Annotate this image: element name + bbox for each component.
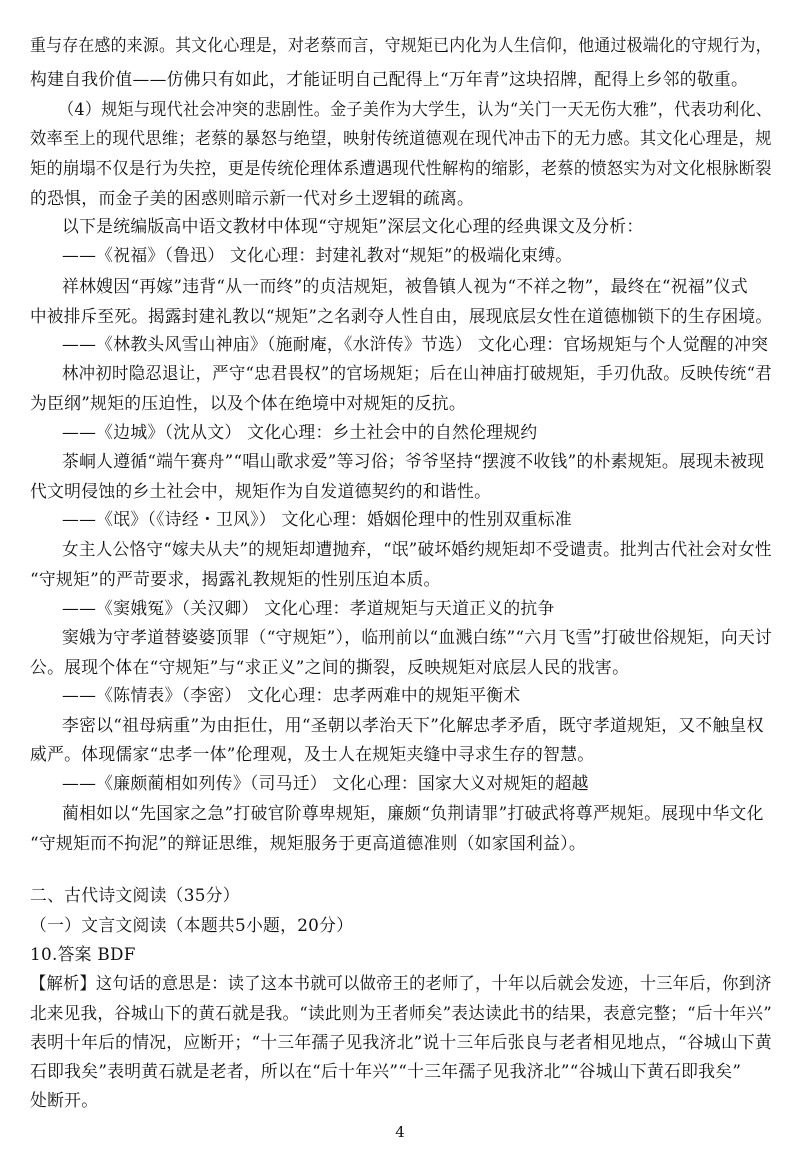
text-line: 重与存在感的来源。其文化心理是，对老蔡而言，守规矩已内化为人生信仰，他通过极端化的守规行为， xyxy=(30,35,772,55)
text-line: 蔺相如以“先国家之急”打破官阶尊卑规矩，廉颇“负荆请罪”打破武将尊严规矩。展现中华文化 xyxy=(62,803,764,823)
text-line: 代文明侵蚀的乡土社会中，规矩作为自发道德契约的和谐性。 xyxy=(30,481,492,501)
text-line: 祥林嫂因“再嫁”违背“从一而终”的贞洁规矩，被鲁镇人视为“不祥之物”，最终在“祝福”仪式 xyxy=(62,276,748,296)
text-line: 的恐惧，而金子美的困惑则暗示新一代对乡土逻辑的疏离。 xyxy=(30,188,475,208)
text-line: 威严。体现儒家“忠孝一体”伦理观，及士人在规矩夹缝中寻求生存的智慧。 xyxy=(30,744,595,764)
text-line: 构建自我价值——仿佛只有如此，才能证明自己配得上“万年青”这块招牌，配得上乡邻的敬重。 xyxy=(30,69,749,89)
text-line: 李密以“祖母病重”为由拒仕，用“圣朝以孝治天下”化解忠孝矛盾，既守孝道规矩，又不触皇权 xyxy=(62,715,764,735)
text-line: 石即我矣”表明黄石就是老者，所以在“后十年兴”“十三年孺子见我济北”“谷城山下黄石即我矣” xyxy=(30,1061,742,1081)
text-line: 处断开。 xyxy=(30,1090,99,1110)
source-heading: ——《祝福》（鲁迅） 文化心理：封建礼教对“规矩”的极端化束缚。 xyxy=(62,245,573,265)
text-line: 中被排斥至死。揭露封建礼教以“规矩”之名剥夺人性自由，展现底层女性在道德枷锁下的生存困境。 xyxy=(30,306,773,326)
text-line: 表明十年后的情况，应断开；“十三年孺子见我济北”说十三年后张良与老者相见地点，“谷城山下黄 xyxy=(30,1032,773,1052)
text-line: 林冲初时隐忍退让，严守“忠君畏权”的官场规矩；后在山神庙打破规矩，手刃仇敌。反映传统“君 xyxy=(62,363,772,383)
text-line: 【解析】这句话的意思是：读了这本书就可以做帝王的老师了，十年以后就会发迹，十三年后，你到济 xyxy=(30,973,772,993)
page-number: 4 xyxy=(395,1123,405,1141)
text-line: 茶峒人遵循“端午赛舟”“唱山歌求爱”等习俗；爷爷坚持“摆渡不收钱”的朴素规矩。展现未被现 xyxy=(62,451,765,471)
text-line: 矩的崩塌不仅是行为失控，更是传统伦理体系遭遇现代性解构的缩影，老蔡的愤怒实为对文化根脉断裂 xyxy=(30,158,772,178)
text-line: 窦娥为守孝道替婆婆顶罪（“守规矩”），临刑前以“血溅白练”“六月飞雪”打破世俗规矩，向天讨 xyxy=(62,627,773,647)
text-line: 为臣纲”规矩的压迫性，以及个体在绝境中对规矩的反抗。 xyxy=(30,393,466,413)
source-heading: ——《林教头风雪山神庙》（施耐庵，《水浒传》节选） 文化心理：官场规矩与个人觉醒的冲突 xyxy=(62,334,769,354)
section-heading: 二、古代诗文阅读（35分） xyxy=(30,885,240,905)
text-line: 效率至上的现代思维；老蔡的暴怒与绝望，映射传统道德观在现代冲击下的无力感。其文化心理是，规 xyxy=(30,128,772,148)
text-line: 北来见我，谷城山下的黄石就是我。“读此则为王者师矣”表达读此书的结果，表意完整；“后十年兴” xyxy=(30,1003,772,1023)
text-line: “守规矩”的严苛要求，揭露礼教规矩的性别压迫本质。 xyxy=(30,569,441,589)
text-line: “守规矩而不拘泥”的辩证思维，规矩服务于更高道德准则（如家国利益）。 xyxy=(30,833,586,853)
source-heading: ——《氓》（《诗经・卫风》） 文化心理：婚姻伦理中的性别双重标准 xyxy=(62,509,572,529)
text-line: 女主人公恪守“嫁夫从夫”的规矩却遭抛弃，“氓”破坏婚约规矩却不受谴责。批判古代社会对女性 xyxy=(62,539,772,559)
source-heading: ——《陈情表》（李密） 文化心理：忠孝两难中的规矩平衡术 xyxy=(62,685,521,705)
text-line: （4）规矩与现代社会冲突的悲剧性。金子美作为大学生，认为“关门一天无伤大雅”，代表功利化、 xyxy=(58,99,773,119)
answer-line: 10.答案 BDF xyxy=(30,944,136,964)
source-heading: ——《窦娥冤》（关汉卿） 文化心理：孝道规矩与天道正义的抗争 xyxy=(62,598,555,618)
subsection-heading: （一）文言文阅读（本题共5小题，20分） xyxy=(30,915,354,935)
text-line: 公。展现个体在“守规矩”与“求正义”之间的撕裂，反映规矩对底层人民的戕害。 xyxy=(30,657,630,677)
source-heading: ——《边城》（沈从文） 文化心理：乡土社会中的自然伦理规约 xyxy=(62,422,538,442)
text-line: 以下是统编版高中语文教材中体现“守规矩”深层文化心理的经典课文及分析： xyxy=(62,216,644,236)
source-heading: ——《廉颇蔺相如列传》（司马迁） 文化心理：国家大义对规矩的超越 xyxy=(62,773,589,793)
